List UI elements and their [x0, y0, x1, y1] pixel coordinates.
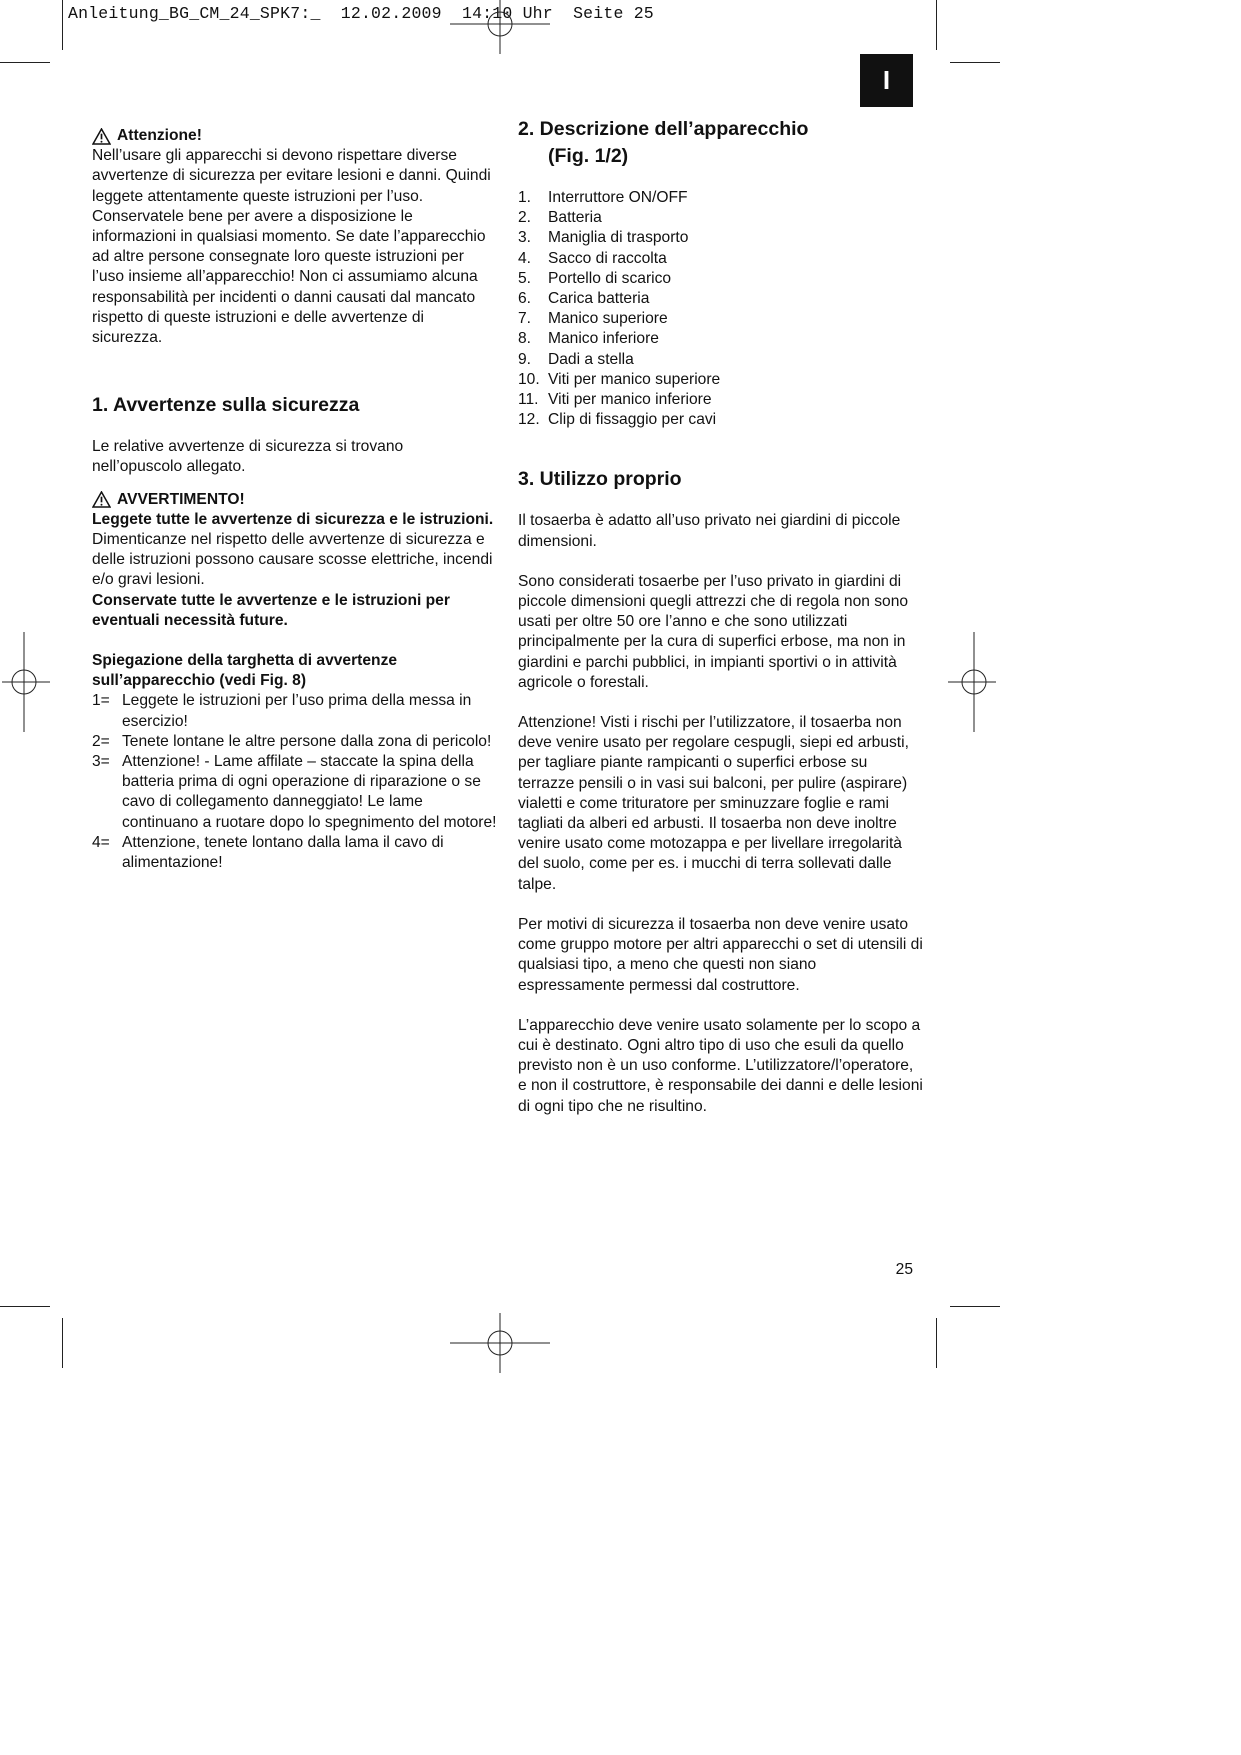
section-2-subtitle: (Fig. 1/2): [548, 145, 629, 167]
list-item: 11. Viti per manico inferiore: [518, 391, 712, 409]
registration-mark-icon: [924, 632, 1024, 732]
crop-mark: [936, 0, 937, 50]
list-item: 4. Sacco di raccolta: [518, 249, 667, 267]
section-1-title: 1. Avvertenze sulla sicurezza: [92, 394, 360, 417]
section-2-title: 2. Descrizione dell’apparecchio: [518, 118, 809, 140]
list-item: 1= Leggete le istruzioni per l’uso prima della messa in esercizio!: [92, 692, 472, 730]
crop-mark: [0, 62, 50, 63]
paragraph: Sono considerati tosaerbe per l’uso privato in giardini di piccole dimensioni quegli attrezzi che di regola non sono usati per oltre 50 ore l’anno e che sono utilizzati principalmente per la cura di superfici erbose, ma non in giardini e parchi pubblici, in impianti sportivi o in attività agricole o forestali.: [518, 572, 909, 691]
list-item: 3. Maniglia di trasporto: [518, 229, 689, 247]
list-item: 5. Portello di scarico: [518, 269, 672, 287]
list-item: 4= Attenzione, tenete lontano dalla lama il cavo di alimentazione!: [92, 833, 444, 872]
registration-mark-icon: [450, 1293, 550, 1393]
section-1-text: Le relative avvertenze di sicurezza si trovano nell’opuscolo allegato.: [92, 438, 404, 476]
paragraph: L’apparecchio deve venire usato solamente per lo scopo a cui è destinato. Ogni altro tipo di uso che esuli da quello previsto non è un uso conforme. L’utilizzatore/l’operatore, e non il costruttore, è responsabile dei danni e delle lesioni di ogni tipo che ne risultino.: [518, 1016, 923, 1115]
warning-triangle-icon: [92, 491, 111, 508]
warning-keep-text: Conservate tutte le avvertenze e le istruzioni per eventuali necessità future.: [92, 591, 450, 629]
crop-mark: [62, 1318, 63, 1368]
registration-mark-icon: [0, 632, 74, 732]
right-column: [518, 116, 923, 1117]
crop-mark: [62, 0, 63, 50]
list-item: 10. Viti per manico superiore: [518, 370, 721, 388]
registration-mark-icon: [450, 0, 550, 74]
warning-text: Dimenticanze nel rispetto delle avvertenze di sicurezza e delle istruzioni possono causare scosse elettriche, incendi e/o gravi lesioni.: [92, 531, 493, 589]
parts-list: [518, 188, 923, 430]
label-items-list: [92, 691, 497, 873]
paragraph: Per motivi di sicurezza il tosaerba non deve venire usato come gruppo motore per altri apparecchi o set di utensili di qualsiasi tipo, a meno che questi non siano espressamente permessi dal costruttore.: [518, 915, 923, 994]
list-item: 6. Carica batteria: [518, 290, 650, 308]
warning-triangle-icon: [92, 128, 111, 145]
attention-text: Nell’usare gli apparecchi si devono rispettare diverse avvertenze di sicurezza per evitare lesioni e danni. Quindi leggete attentamente queste istruzioni per l’uso. Conservatele bene per avere a disposizione le informazioni in qualsiasi momento. Se date l’apparecchio ad altre persone consegnate loro queste istruzioni per l’uso insieme all’apparecchio! Non ci assumiamo alcuna responsabilità per incidenti o danni causati dal mancato rispetto di queste istruzioni e delle avvertenze di sicurezza.: [92, 147, 491, 347]
print-slug: Anleitung_BG_CM_24_SPK7:_ 12.02.2009 14:10 Uhr Seite 25: [68, 4, 654, 23]
list-item: 12. Clip di fissaggio per cavi: [518, 411, 717, 429]
attention-heading: [92, 126, 497, 146]
warning-title: AVVERTIMENTO!: [117, 490, 245, 508]
section-3-title: 3. Utilizzo proprio: [518, 468, 682, 491]
crop-mark: [950, 62, 1000, 63]
list-item: 3= Attenzione! - Lame affilate – staccate la spina della batteria prima di ogni operazione di riparazione o se cavo di collegamento danneggiato! Le lame continuano a ruotare dopo lo spegnimento del motore!: [92, 753, 497, 831]
label-explanation-title: Spiegazione della targhetta di avvertenze sull’apparecchio (vedi Fig. 8): [92, 652, 398, 690]
crop-mark: [0, 1306, 50, 1307]
page-number: 25: [895, 1261, 913, 1278]
language-tab: I: [860, 54, 913, 107]
attention-title: Attenzione!: [117, 127, 202, 144]
list-item: 1. Interruttore ON/OFF: [518, 189, 688, 206]
list-item: 9. Dadi a stella: [518, 350, 634, 368]
warning-bold-text: Leggete tutte le avvertenze di sicurezza e le istruzioni.: [92, 510, 494, 528]
list-item: 7. Manico superiore: [518, 310, 668, 328]
paragraph: Il tosaerba è adatto all’uso privato nei giardini di piccole dimensioni.: [518, 512, 901, 550]
list-item: 2= Tenete lontane le altre persone dalla zona di pericolo!: [92, 732, 492, 750]
list-item: 8. Manico inferiore: [518, 330, 659, 348]
warning-heading: [92, 490, 497, 510]
crop-mark: [936, 1318, 937, 1368]
paragraph: Attenzione! Visti i rischi per l’utilizzatore, il tosaerba non deve venire usato per regolare cespugli, siepi ed arbusti, per tagliare piante rampicanti o superfici erbose su terrazze pensili o in vasi sui balconi, per pulire (aspirare) vialetti e come trituratore per sminuzzare foglie e rami tagliati da alberi ed arbusti. Il tosaerba non deve inoltre venire usato come motozappa e per livellare irregolarità del suolo, come per es. i mucchi di terra sollevati dalle talpe.: [518, 714, 909, 893]
left-column: [92, 126, 497, 873]
crop-mark: [950, 1306, 1000, 1307]
list-item: 2. Batteria: [518, 209, 602, 227]
